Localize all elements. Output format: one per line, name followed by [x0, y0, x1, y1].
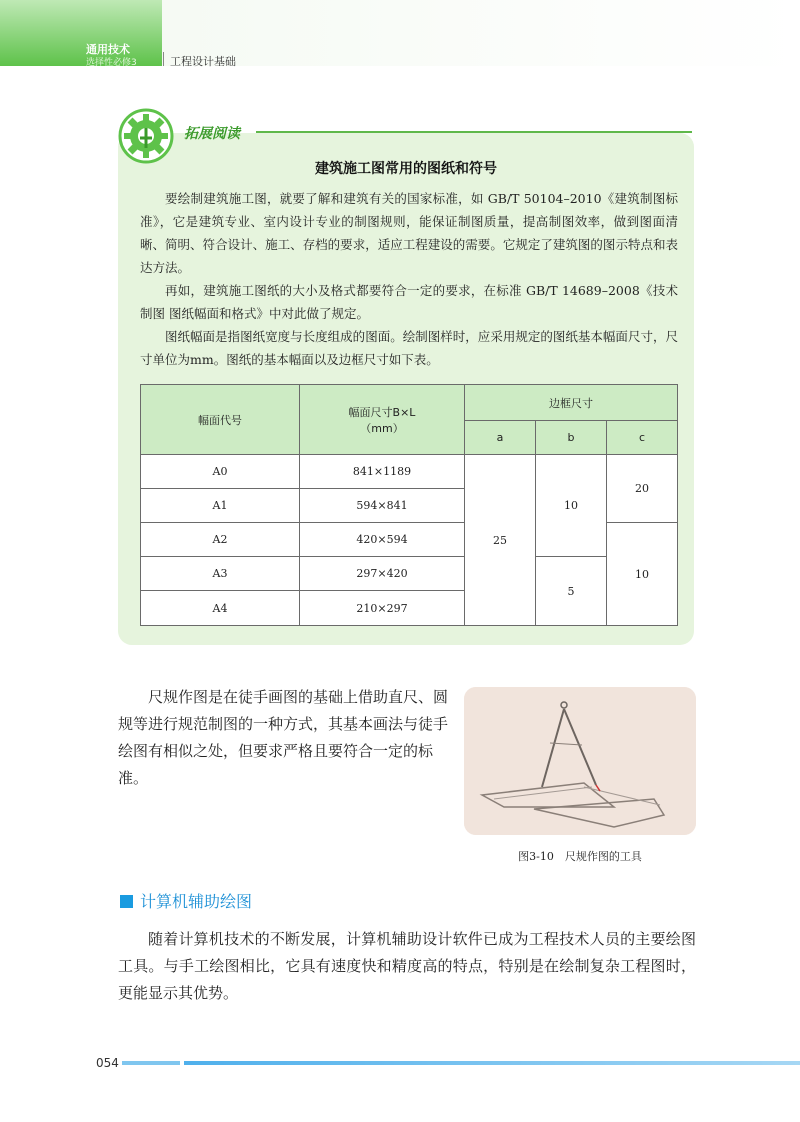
figure-caption: 图3-10 尺规作图的工具	[518, 850, 642, 863]
header-a: a	[465, 421, 536, 455]
chapter-title: 工程设计基础	[170, 55, 236, 68]
cell-size: 420×594	[300, 523, 465, 557]
cell-b-bottom: 5	[536, 557, 607, 626]
header-c: c	[607, 421, 678, 455]
reading-title: 建筑施工图常用的图纸和符号	[315, 161, 497, 177]
header-size	[300, 385, 465, 455]
volume-title: 选择性必修3	[86, 58, 137, 68]
cell-code: A1	[141, 489, 300, 523]
drawing-tools-figure	[464, 687, 696, 835]
header-code: 幅面代号	[141, 385, 300, 455]
gear-icon	[118, 108, 174, 164]
series-title: 通用技术	[86, 43, 130, 56]
footer-bar-short	[122, 1061, 180, 1065]
cell-code: A2	[141, 523, 300, 557]
cad-paragraph: 随着计算机技术的不断发展，计算机辅助设计软件已成为工程技术人员的主要绘图工具。与手工绘图相比，它具有速度快和精度高的特点，特别是在绘制复杂工程图时，更能显示其优势。	[118, 930, 696, 1002]
compass-ruler-paragraph: 尺规作图是在徒手画图的基础上借助直尺、圆规等进行规范制图的一种方式，其基本画法与徒手绘图有相似之处，但要求严格且要符合一定的标准。	[118, 688, 449, 787]
paper-size-table	[140, 384, 678, 626]
cell-code: A0	[141, 455, 300, 489]
extended-reading-label: 拓展阅读	[184, 126, 240, 142]
cell-b-top: 10	[536, 455, 607, 557]
reading-paragraph-1: 要绘制建筑施工图，就要了解和建筑有关的国家标准，如 GB/T 50104–2010《建筑制图标准》，它是建筑专业、室内设计专业的制图规则，能保证制图质量，提高制图效率，做到图面清晰、简明、符合设计、施工、存档的要求，适应工程建设的需要。它规定了建筑图的图示特点和表达方法。	[140, 191, 678, 275]
cell-c-top: 20	[607, 455, 678, 523]
reading-paragraph-2: 再如，建筑施工图纸的大小及格式都要符合一定的要求，在标准 GB/T 14689–2008《技术制图 图纸幅面和格式》中对此做了规定。	[140, 283, 678, 321]
cell-code: A4	[141, 591, 300, 626]
page-number: 054	[96, 1056, 119, 1070]
table-row	[141, 557, 678, 591]
section-marker-icon	[120, 895, 133, 908]
header-size-label: 幅面尺寸B×L	[348, 405, 416, 419]
footer-bar-long	[184, 1061, 800, 1065]
header-size-unit: （mm）	[360, 421, 404, 435]
badge-rule	[256, 131, 692, 133]
cell-a: 25	[465, 455, 536, 626]
header-divider	[163, 52, 164, 66]
table-row	[141, 455, 678, 489]
cell-size: 594×841	[300, 489, 465, 523]
cell-size: 841×1189	[300, 455, 465, 489]
cell-c-bottom: 10	[607, 523, 678, 626]
cell-size: 210×297	[300, 591, 465, 626]
cell-code: A3	[141, 557, 300, 591]
cell-size: 297×420	[300, 557, 465, 591]
header-border: 边框尺寸	[465, 385, 678, 421]
reading-paragraph-3: 图纸幅面是指图纸宽度与长度组成的图面。绘制图样时，应采用规定的图纸基本幅面尺寸，尺寸单位为mm。图纸的基本幅面以及边框尺寸如下表。	[140, 329, 678, 367]
header-b: b	[536, 421, 607, 455]
header-tab	[0, 0, 162, 66]
section-title: 计算机辅助绘图	[140, 892, 253, 911]
